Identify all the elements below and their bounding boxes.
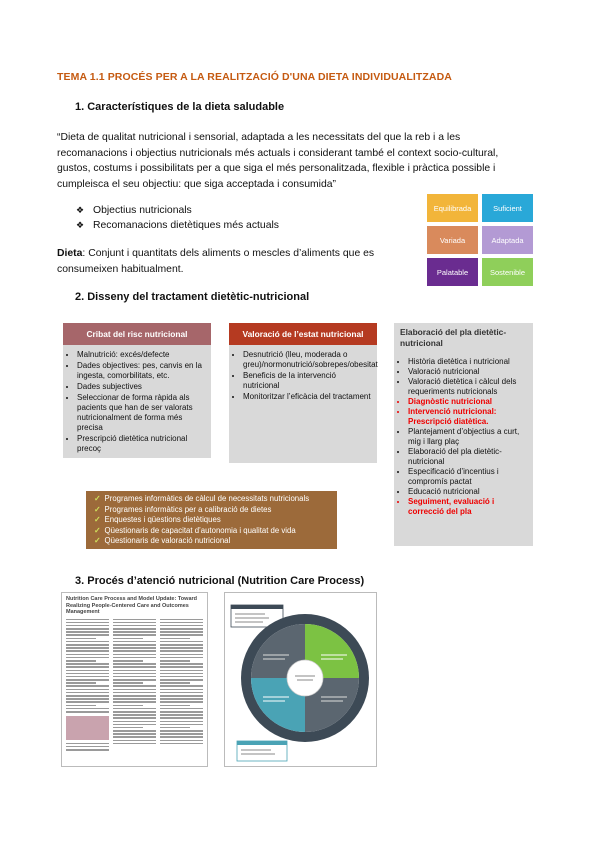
paper-text-line [113, 628, 156, 630]
paper-text-line [160, 663, 203, 665]
paper-text-line [66, 631, 109, 633]
paper-text-line [160, 622, 203, 624]
paper-text-line [66, 644, 109, 646]
nutrition-care-process-diagram [224, 592, 377, 767]
paper-text-line [113, 705, 143, 707]
tile-palatable: Palatable [427, 258, 478, 286]
list-item: • Especificació d’incentius i compromís pactat [408, 467, 527, 487]
paper-text-line [66, 682, 96, 684]
quote-line: cumpleisca el seu objectiu: que siga acceptada i consumida” [57, 178, 336, 190]
paper-text-line [160, 685, 203, 687]
paper-text-line [160, 727, 190, 729]
paper-text-line [160, 682, 190, 684]
paper-text-line [66, 650, 109, 652]
paper-text-line [113, 717, 156, 719]
paper-text-line [66, 625, 109, 627]
checklist-item [94, 494, 329, 505]
checklist-text: Enquestes i qüestions dietètiques [104, 515, 221, 525]
page-title: TEMA 1.1 PROCÉS PER A LA REALITZACIÓ D'UNA DIETA INDIVIDUALITZADA [57, 71, 452, 83]
paper-text-line [113, 743, 156, 745]
list-item: • Història dietètica i nutricional [408, 357, 527, 367]
paper-text-line [66, 622, 109, 624]
paper-text-line [113, 733, 156, 735]
paper-thumbnail [61, 592, 208, 767]
tile-variada: Variada [427, 226, 478, 254]
paper-text-line [160, 666, 203, 668]
paper-text-line [160, 654, 203, 656]
panel-valoracio [229, 323, 377, 463]
paper-text-line [66, 628, 109, 630]
list-item: • Diagnòstic nutricional [408, 397, 527, 407]
paper-text-line [113, 622, 156, 624]
section-1-heading: 1. Característiques de la dieta saludable [75, 101, 285, 113]
paper-text-line [66, 749, 109, 751]
list-item: • Seguiment, evaluació i correcció del pla [408, 497, 527, 517]
center-circle [287, 660, 323, 696]
list-item-text: Recomanacions dietètiques més actuals [93, 220, 279, 231]
paper-text-line [113, 666, 156, 668]
list-item: • Beneficis de la intervenció nutricional [243, 371, 371, 391]
paper-text-line [113, 698, 156, 700]
definition-quote [57, 130, 557, 192]
dieta-text: : Conjunt i quantitats dels aliments o mescles d’aliments que es [82, 248, 375, 259]
panel-list [394, 353, 533, 517]
paper-text-line [66, 692, 109, 694]
tools-checklist [86, 491, 337, 549]
paper-text-line [160, 736, 203, 738]
paper-text-line [66, 654, 109, 656]
paper-text-line [66, 689, 109, 691]
paper-text-line [160, 641, 203, 643]
panel-cribat [63, 323, 211, 458]
panel-list [229, 345, 377, 402]
paper-text-line [160, 717, 203, 719]
paper-text-line [160, 733, 203, 735]
paper-text-line [160, 692, 203, 694]
paper-text-line [113, 660, 143, 662]
list-item: • Educació nutricional [408, 487, 527, 497]
list-item: • Dades objectives: pes, canvis en la ingesta, comorbilitats, etc. [77, 361, 205, 381]
paper-text-line [160, 650, 203, 652]
paper-text-line [113, 711, 156, 713]
list-item: • Malnutrició: excés/defecte [77, 350, 205, 360]
list-item: • Seleccionar de forma ràpida als pacients que han de ser valorats nutricionalment de forma més precisa [77, 393, 205, 433]
check-icon: ✓ [94, 536, 101, 546]
legend-header [237, 741, 287, 745]
ncp-model-graphic [225, 593, 376, 766]
paper-text-line [160, 679, 203, 681]
panel-header: Cribat del risc nutricional [63, 323, 211, 345]
paper-text-line [113, 701, 156, 703]
checklist-text: Programes informàtics de càlcul de necessitats nutricionals [104, 494, 310, 503]
tile-equilibrada: Equilibrada [427, 194, 478, 222]
paper-text-line [66, 647, 109, 649]
paper-text-line [160, 740, 203, 742]
paper-text-line [160, 730, 203, 732]
list-item: • Plantejament d’objectius a curt, mig i llarg plaç [408, 427, 527, 447]
paper-text-line [160, 676, 203, 678]
paper-text-line [66, 685, 109, 687]
check-icon: ✓ [94, 504, 101, 514]
tile-sostenible: Sostenible [482, 258, 533, 286]
paper-text-line [66, 638, 96, 640]
paper-text-line [113, 740, 156, 742]
paper-text-line [66, 670, 109, 672]
paper-text-line [66, 641, 109, 643]
tile-suficient: Suficient [482, 194, 533, 222]
checklist-item [94, 526, 329, 537]
paper-text-line [160, 689, 203, 691]
paper-text-line [66, 663, 109, 665]
list-item-text: Objectius nutricionals [93, 205, 192, 216]
paper-text-line [113, 647, 156, 649]
paper-text-line [113, 714, 156, 716]
check-icon: ✓ [94, 515, 101, 525]
paper-text-line [66, 666, 109, 668]
checklist-text: Programes informàtics per a calibració de dietes [104, 504, 272, 514]
paper-text-line [160, 721, 203, 723]
panel-header: Valoració de l’estat nutricional [229, 323, 377, 345]
bullet-list [76, 203, 279, 233]
list-item: • Elaboració del pla dietètic-nutricional [408, 447, 527, 467]
quote-line: recomanacions i objectius nutricionals més actuals i considerant també el context socio-cultural, [57, 147, 499, 159]
quote-line: “Dieta de qualitat nutricional i sensorial, adaptada a les necessitats del que la reb i a les [57, 132, 461, 143]
list-item: • Desnutrició (lleu, moderada o greu)/normonutrició/sobrepes/obesitat [243, 350, 371, 370]
checklist-item [94, 536, 329, 547]
paper-text-line [66, 708, 109, 710]
paper-text-line [160, 711, 203, 713]
paper-text-line [113, 619, 156, 621]
dieta-text: consumeixen habitualment. [57, 263, 184, 275]
paper-text-line [160, 673, 203, 675]
paper-text-line [66, 679, 109, 681]
check-icon: ✓ [94, 525, 101, 535]
quote-line: gustos, costums i possibilitats per a que siga el més personalitzada, flexible i pràctica possible i [57, 163, 496, 174]
paper-text-line [113, 634, 156, 636]
paper-text-line [66, 701, 109, 703]
diamond-bullet-icon: ❖ [76, 205, 85, 215]
paper-text-line [113, 663, 156, 665]
panel-list [63, 345, 211, 454]
paper-text-line [160, 638, 190, 640]
diet-characteristics-grid [427, 194, 533, 286]
paper-figure [66, 716, 109, 740]
paper-text-line [160, 670, 203, 672]
paper-text-line [160, 644, 203, 646]
list-item: • Valoració dietètica i càlcul dels requeriments nutricionals [408, 377, 527, 397]
section-2-heading: 2. Disseny del tractament dietètic-nutricional [75, 291, 310, 303]
paper-text-line [66, 711, 109, 713]
list-item: • Valoració nutricional [408, 367, 527, 377]
paper-text-line [160, 634, 203, 636]
paper-text-line [160, 660, 190, 662]
checklist-item [94, 505, 329, 516]
paper-text-line [113, 695, 156, 697]
paper-text-line [113, 708, 156, 710]
list-item [76, 203, 279, 218]
paper-text-line [160, 619, 203, 621]
paper-text-line [66, 695, 109, 697]
paper-text-line [66, 634, 109, 636]
dieta-term: Dieta [57, 248, 83, 259]
paper-text-line [66, 619, 109, 621]
paper-text-line [113, 685, 156, 687]
paper-text-line [113, 689, 156, 691]
checklist-item [94, 515, 329, 526]
paper-text-line [160, 708, 203, 710]
section-3-heading: 3. Procés d’atenció nutricional (Nutrition Care Process) [75, 575, 365, 587]
paper-text-line [66, 660, 96, 662]
paper-text-line [113, 724, 156, 726]
paper-text-line [113, 727, 143, 729]
list-item: • Intervenció nutricional: Prescripció diatètica. [408, 407, 527, 427]
paper-text-line [66, 705, 96, 707]
paper-text-line [113, 682, 143, 684]
paper-text-line [113, 644, 156, 646]
paper-text-line [160, 724, 203, 726]
paper-text-line [113, 638, 143, 640]
paper-text-line [113, 631, 156, 633]
paper-text-line [66, 743, 109, 745]
list-item: • Prescripció dietètica nutricional precoç [77, 434, 205, 454]
paper-text-line [160, 714, 203, 716]
paper-text-line [113, 654, 156, 656]
paper-text-line [160, 628, 203, 630]
paper-text-line [113, 730, 156, 732]
paper-text-line [113, 692, 156, 694]
paper-text-line [113, 625, 156, 627]
paper-text-line [66, 657, 109, 659]
checklist-text: Qüestionaris de valoració nutricional [104, 536, 231, 546]
paper-text-line [66, 673, 109, 675]
check-icon: ✓ [94, 494, 101, 503]
paper-text-line [113, 641, 156, 643]
paper-text-line [66, 746, 109, 748]
panel-header: Elaboració del pla dietètic-nutricional [394, 323, 533, 353]
paper-text-line [113, 676, 156, 678]
paper-text-line [160, 625, 203, 627]
paper-text-line [66, 676, 109, 678]
paper-text-line [160, 701, 203, 703]
paper-text-line [160, 705, 190, 707]
paper-text-line [113, 679, 156, 681]
paper-text-line [160, 698, 203, 700]
paper-text-line [113, 657, 156, 659]
list-item: • Monitoritzar l’eficàcia del tractament [243, 392, 371, 402]
paper-text-line [160, 647, 203, 649]
list-item [76, 218, 279, 233]
paper-title: Nutrition Care Process and Model Update: Toward Realizing People-Centered Care and Outcomes Management [66, 596, 197, 615]
paper-text-line [66, 698, 109, 700]
panel-elaboracio [394, 323, 533, 546]
paper-text-line [113, 673, 156, 675]
tile-adaptada: Adaptada [482, 226, 533, 254]
paper-text-line [113, 670, 156, 672]
paper-text-line [160, 743, 203, 745]
paper-text-line [113, 650, 156, 652]
paper-text-line [160, 695, 203, 697]
list-item: • Dades subjectives [77, 382, 205, 392]
paper-text-line [160, 657, 203, 659]
legend-header [231, 605, 283, 609]
checklist-text: Qüestionaris de capacitat d’autonomia i qualitat de vida [104, 525, 296, 535]
paper-text-line [160, 631, 203, 633]
diamond-bullet-icon: ❖ [76, 220, 85, 230]
paper-text-line [113, 736, 156, 738]
paper-text-line [113, 721, 156, 723]
